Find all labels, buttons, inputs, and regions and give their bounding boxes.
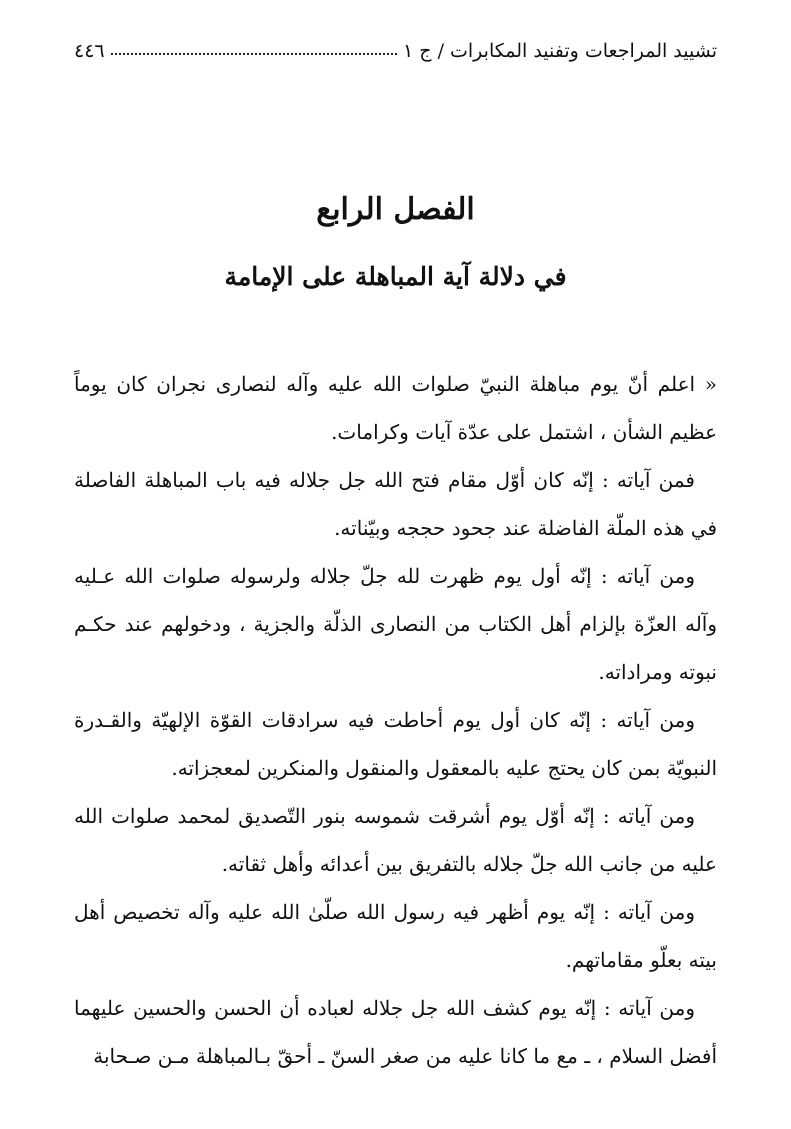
running-header (74, 30, 717, 62)
paragraph: ومن آياته : إنّه كان أول يوم أحاطت فيه سرادقات القوّة الإلهيّة والقـدرة النبويّة بمن كان يحتج عليه بالمعقول والمنقول والمنكرين لمعجزاته. (74, 708, 717, 780)
page-number: ٤٤٦ (74, 40, 105, 62)
paragraph: ومن آياته : إنّه يوم أظهر فيه رسول الله صلّىٰ الله عليه وآله تخصيص أهل بيته بعلّو مقاماتهم. (74, 900, 717, 972)
chapter-title: الفصل الرابع (316, 192, 475, 227)
body-text (74, 360, 717, 1080)
paragraph: ومن آياته : إنّه أوّل يوم أشرقت شموسه بنور التّصديق لمحمد صلوات الله عليه من جانب الله جلّ جلاله بالتفريق بين أعدائه وأهل ثقاته. (74, 804, 717, 876)
paragraph: ومن آياته : إنّه يوم كشف الله جل جلاله لعباده أن الحسن والحسين عليهما أفضل السلام ، ـ مع ما كانا عليه من صغر السنّ ـ أحقّ بـالمباهلة مـن صـحابة (74, 996, 717, 1068)
paragraph: ومن آياته : إنّه أول يوم ظهرت لله جلّ جلاله ولرسوله صلوات الله عـليه وآله العزّة بإلزام أهل الكتاب من النصارى الذلّة والجزية ، ودخولهم عند حكـم نبوته ومراداته. (74, 564, 717, 684)
header-leader-dots (111, 53, 397, 55)
paragraph: « اعلم أنّ يوم مباهلة النبيّ صلوات الله عليه وآله لنصارى نجران كان يوماً عظيم الشأن ، اشتمل على عدّة آيات وكرامات. (74, 372, 717, 444)
running-title: تشييد المراجعات وتفنيد المكابرات / ج ١ (403, 40, 717, 62)
chapter-subtitle: في دلالة آية المباهلة على الإمامة (224, 262, 567, 291)
paragraph: فمن آياته : إنّه كان أوّل مقام فتح الله جل جلاله فيه باب المباهلة الفاصلة في هذه الملّة الفاضلة عند جحود حججه وبيّناته. (74, 468, 717, 540)
